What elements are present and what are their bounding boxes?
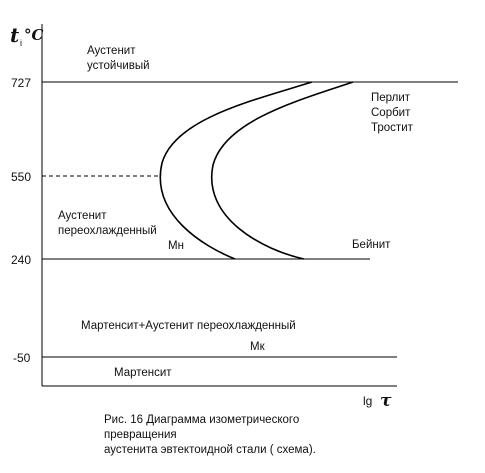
transformation-end-curve [212, 82, 353, 259]
label-perlite-sorbite-troostite: Перлит Сорбит Тростит [371, 92, 413, 134]
label-martensite: Мартенсит [114, 367, 172, 379]
tick-727: 727 [11, 76, 32, 90]
tick-minus-50: -50 [13, 351, 31, 365]
tick-240: 240 [11, 253, 32, 267]
y-axis-symbol: t [10, 23, 20, 47]
x-axis-tau: τ [380, 391, 392, 411]
label-austenite-supercooled: Аустенит переохлажденный [58, 210, 157, 237]
label-mk: Мк [250, 341, 265, 353]
figure-caption: Рис. 16 Диаграмма изометрического превращения аустенита эвтектоидной стали ( схема). [104, 414, 316, 456]
label-bainite: Бейнит [352, 239, 391, 251]
label-martensite-austenite: Мартенсит+Аустенит переохлажденный [81, 320, 296, 332]
tick-550: 550 [11, 170, 32, 184]
transformation-start-curve [160, 82, 312, 259]
y-axis-subscript: i [20, 38, 22, 48]
label-mn: Мн [168, 240, 184, 252]
y-axis-unit: °C [24, 26, 44, 44]
label-austenite-stable: Аустенит устойчивый [87, 45, 150, 72]
x-axis-lg: lg [363, 394, 373, 408]
